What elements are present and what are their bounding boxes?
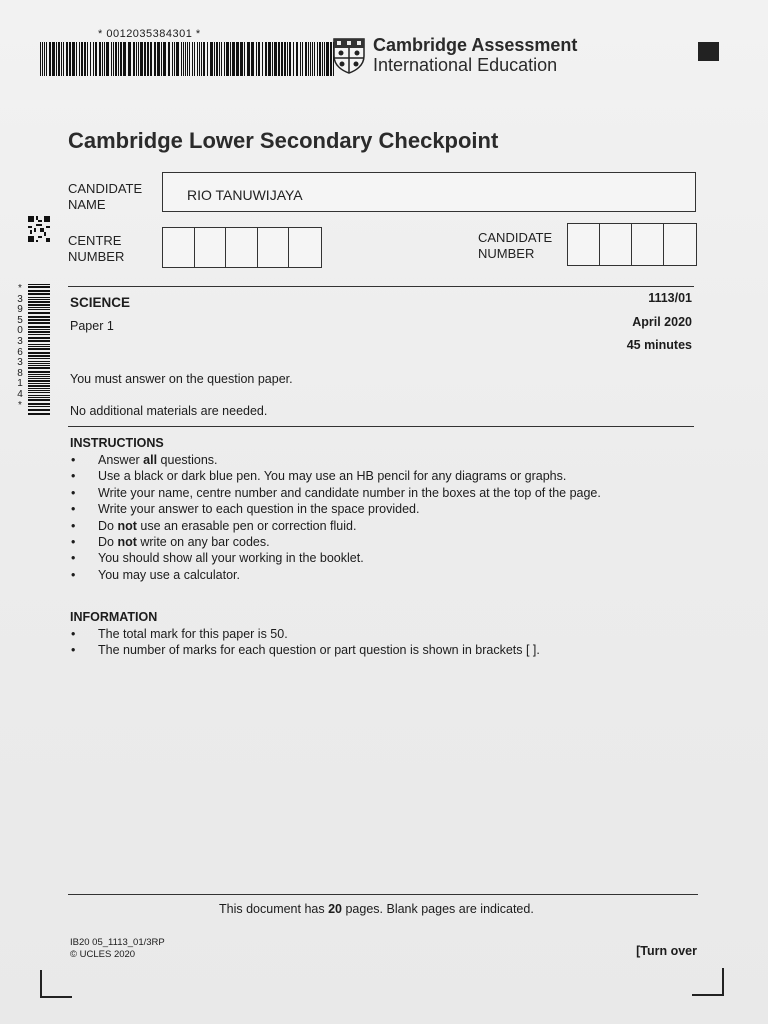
registration-mark <box>698 42 719 61</box>
instruction-item: • Write your name, centre number and candidate number in the boxes at the top of the page. <box>71 485 601 500</box>
barcode-bar <box>28 307 50 308</box>
barcode-bar <box>147 42 149 76</box>
barcode-bar <box>140 42 143 76</box>
side-digit: 8 <box>17 367 23 379</box>
side-digit: 1 <box>17 378 23 390</box>
barcode-bar <box>28 316 50 318</box>
barcode-bar <box>56 42 57 76</box>
instruction-item: • Write your answer to each question in the space provided. <box>71 502 420 517</box>
document-code: IB20 05_1113_01/3RP © UCLES 2020 <box>70 937 165 960</box>
materials-note: No additional materials are needed. <box>70 404 268 418</box>
barcode-bar <box>111 42 112 76</box>
barcode-bar <box>28 365 50 366</box>
barcode-bar <box>192 42 193 76</box>
candidate-name-label: CANDIDATE NAME <box>68 181 143 212</box>
barcode-bar <box>310 42 311 76</box>
instruction-item: • You should show all your working in the booklet. <box>71 551 364 566</box>
barcode-bar <box>52 42 55 76</box>
bullet-icon: • <box>71 485 76 500</box>
barcode-bar <box>44 42 45 76</box>
barcode-bar <box>230 42 231 76</box>
barcode-bar <box>120 42 122 76</box>
barcode-bar <box>312 42 313 76</box>
crop-mark <box>40 996 72 998</box>
crop-mark <box>722 968 724 996</box>
barcode-bar <box>28 361 50 362</box>
barcode-bar <box>262 42 263 76</box>
bullet-icon: • <box>71 469 76 484</box>
instructions-heading: INSTRUCTIONS <box>70 436 164 450</box>
barcode-bar <box>308 42 309 76</box>
barcode-bar <box>224 42 225 76</box>
barcode-number: * 0012035384301 * <box>98 28 201 40</box>
barcode-bar <box>187 42 188 76</box>
barcode-bar <box>293 42 294 76</box>
barcode-bar <box>106 42 109 76</box>
barcode-bar <box>28 352 50 354</box>
centre-number-boxes[interactable] <box>162 227 322 268</box>
barcode-bar <box>42 42 43 76</box>
barcode-bar <box>28 331 50 333</box>
barcode-bar <box>99 42 101 76</box>
barcode-bar <box>314 42 315 76</box>
logo-text-line1: Cambridge Assessment <box>373 35 578 55</box>
barcode-bar <box>28 390 50 391</box>
barcode-bar <box>268 42 271 76</box>
barcode-bar <box>240 42 243 76</box>
barcode-bar <box>236 42 239 76</box>
paper-code: 1113/01 <box>648 291 692 305</box>
barcode-bar <box>278 42 280 76</box>
barcode-bar <box>201 42 202 76</box>
centre-number-cell[interactable] <box>195 228 227 267</box>
barcode-bar <box>289 42 291 76</box>
page-count-note: This document has 20 pages. Blank pages are indicated. <box>219 902 534 916</box>
barcode-bar <box>324 42 325 76</box>
barcode-bar <box>118 42 119 76</box>
barcode-bar <box>272 42 273 76</box>
instruction-item: • Answer all questions. <box>71 453 218 467</box>
barcode-bar <box>28 406 50 407</box>
barcode-bar <box>163 42 166 76</box>
crop-mark <box>40 970 42 998</box>
barcode-bar <box>90 42 91 76</box>
barcode-bar <box>281 42 283 76</box>
crop-mark <box>692 994 724 996</box>
qr-code-icon <box>28 216 50 242</box>
bullet-icon: • <box>71 567 76 582</box>
barcode-bar <box>28 409 50 411</box>
instruction-item: • You may use a calculator. <box>71 567 240 582</box>
barcode-bar <box>46 42 47 76</box>
barcode-bar <box>219 42 220 76</box>
barcode-bar <box>76 42 77 76</box>
barcode-bar <box>216 42 218 76</box>
barcode-bar <box>28 299 50 300</box>
information-heading: INFORMATION <box>70 610 158 624</box>
barcode-bar <box>247 42 250 76</box>
barcode-bar <box>136 42 137 76</box>
side-digit: * <box>18 283 22 294</box>
side-digit: 0 <box>17 325 23 337</box>
barcode-bar <box>28 286 50 288</box>
barcode-bar <box>28 388 50 389</box>
barcode-bar <box>256 42 257 76</box>
barcode-bar <box>174 42 175 76</box>
side-barcode-digits <box>14 284 26 411</box>
instruction-item: • Do not write on any bar codes. <box>71 535 270 550</box>
barcode-bar <box>181 42 182 76</box>
information-item: • The total mark for this paper is 50. <box>71 627 288 641</box>
barcode-bar <box>28 293 50 295</box>
turn-over-note: [Turn over <box>636 944 697 958</box>
barcode-bar <box>28 304 50 306</box>
barcode-bar <box>207 42 208 76</box>
side-digit: 3 <box>17 293 23 305</box>
paper-number: Paper 1 <box>70 319 114 333</box>
barcode-bar <box>28 337 50 339</box>
barcode-bar <box>93 42 94 76</box>
instructions-list <box>68 452 601 583</box>
barcode-bar <box>189 42 190 76</box>
barcode-bar <box>330 42 332 76</box>
barcode-bar <box>203 42 205 76</box>
barcode-bar <box>317 42 318 76</box>
barcode-bar <box>63 42 64 76</box>
barcode-bar <box>104 42 105 76</box>
bullet-icon: • <box>71 535 76 550</box>
barcode-bar <box>28 348 50 350</box>
barcode-bar <box>199 42 200 76</box>
divider <box>68 894 698 895</box>
bullet-icon: • <box>71 518 76 533</box>
candidate-number-cell[interactable] <box>600 224 632 265</box>
barcode-bar <box>81 42 83 76</box>
barcode-bar <box>28 329 50 330</box>
side-digit: 3 <box>17 357 23 369</box>
barcode-bar <box>133 42 135 76</box>
barcode-bar <box>176 42 179 76</box>
barcode-bar <box>251 42 254 76</box>
centre-number-cell[interactable] <box>289 228 321 267</box>
barcode-bar <box>284 42 286 76</box>
barcode-bar <box>28 319 50 321</box>
barcode-bar <box>28 334 50 335</box>
barcode-bar <box>265 42 267 76</box>
centre-number-cell[interactable] <box>163 228 195 267</box>
barcode-bar <box>28 392 50 393</box>
barcode-bar <box>28 363 50 364</box>
barcode-bar <box>138 42 139 76</box>
candidate-number-label: CANDIDATE NUMBER <box>478 230 553 261</box>
barcode-bar <box>87 42 88 76</box>
barcode-bar <box>319 42 321 76</box>
barcode-bar <box>28 413 50 415</box>
barcode-bar <box>172 42 173 76</box>
information-list <box>68 626 540 659</box>
logo-text-line2: International Education <box>373 55 558 75</box>
barcode-bar <box>113 42 114 76</box>
side-digit: * <box>18 399 22 411</box>
instruction-item: • Do not use an erasable pen or correction fluid. <box>71 518 357 533</box>
barcode-bar <box>28 301 50 303</box>
candidate-number-cell[interactable] <box>568 224 600 265</box>
barcode-bar <box>302 42 303 76</box>
barcode-bar <box>69 42 71 76</box>
barcode-bar <box>28 376 50 377</box>
barcode-bar <box>194 42 195 76</box>
barcode-bar <box>287 42 288 76</box>
barcode-bar <box>28 312 50 314</box>
barcode-bar <box>28 326 50 328</box>
cambridge-shield-icon <box>333 38 365 74</box>
barcode-bar <box>161 42 162 76</box>
bullet-icon: • <box>71 551 76 566</box>
bullet-icon: • <box>71 502 76 517</box>
barcode-bar <box>58 42 60 76</box>
barcode-bar <box>28 284 50 285</box>
centre-number-cell[interactable] <box>226 228 258 267</box>
candidate-number-cell[interactable] <box>664 224 696 265</box>
barcode-bar <box>210 42 213 76</box>
barcode-bar <box>28 297 50 298</box>
barcode-bar <box>28 346 50 347</box>
barcode-bar <box>61 42 62 76</box>
barcode-bar <box>28 397 50 398</box>
candidate-number-cell[interactable] <box>632 224 664 265</box>
barcode-bar <box>258 42 260 76</box>
barcode-bar <box>28 403 50 405</box>
barcode-bar <box>28 340 50 342</box>
page-title: Cambridge Lower Secondary Checkpoint <box>68 128 499 153</box>
barcode-bar <box>154 42 156 76</box>
barcode-bar <box>226 42 229 76</box>
barcode-bar <box>79 42 80 76</box>
barcode-bar <box>150 42 152 76</box>
barcode-bar <box>49 42 51 76</box>
answer-note: You must answer on the question paper. <box>70 372 293 386</box>
instruction-item: • Use a black or dark blue pen. You may use an HB pencil for any diagrams or graphs. <box>71 469 567 484</box>
bullet-icon: • <box>71 453 76 467</box>
barcode-bar <box>197 42 198 76</box>
barcode-bar <box>40 42 41 76</box>
divider <box>68 286 694 287</box>
divider <box>68 426 694 427</box>
barcode-bar <box>305 42 307 76</box>
exam-date: April 2020 <box>632 315 692 329</box>
barcode-bar <box>214 42 215 76</box>
barcode-bar <box>28 385 50 387</box>
barcode-bar <box>102 42 103 76</box>
side-digit: 5 <box>17 314 23 326</box>
side-digit: 6 <box>17 346 23 358</box>
barcode-bar <box>28 395 50 396</box>
barcode-bar <box>28 355 50 357</box>
side-barcode <box>28 284 50 418</box>
candidate-number-boxes[interactable] <box>567 223 697 266</box>
barcode-bar <box>221 42 222 76</box>
barcode-bar <box>326 42 329 76</box>
barcode-bar <box>28 374 50 375</box>
barcode-bar <box>28 383 50 384</box>
barcode-bar <box>244 42 245 76</box>
barcode-bar <box>157 42 160 76</box>
barcode-bar <box>322 42 323 76</box>
barcode-bar <box>123 42 126 76</box>
barcode-bar <box>232 42 235 76</box>
barcode-bar <box>28 358 50 359</box>
barcode-bar <box>183 42 184 76</box>
barcode-bar <box>300 42 301 76</box>
barcode-bar <box>274 42 277 76</box>
barcode-bar <box>128 42 131 76</box>
centre-number-cell[interactable] <box>258 228 290 267</box>
barcode-bar <box>84 42 86 76</box>
barcode-bar <box>28 378 50 379</box>
barcode-bar <box>115 42 117 76</box>
barcode-bar <box>28 399 50 401</box>
barcode-bar <box>28 344 50 345</box>
barcode-bar <box>28 380 50 382</box>
bullet-icon: • <box>71 627 76 641</box>
information-item: • The number of marks for each question or part question is shown in brackets [ ]. <box>71 643 540 658</box>
side-digit: 3 <box>17 335 23 347</box>
barcode-bar <box>168 42 170 76</box>
side-digit: 4 <box>17 388 23 400</box>
barcode-bar <box>28 290 50 292</box>
barcode-bar <box>28 309 50 310</box>
barcode-bar <box>72 42 75 76</box>
side-digit: 9 <box>17 304 23 316</box>
barcode-bar <box>28 322 50 324</box>
barcode-bar <box>144 42 146 76</box>
duration: 45 minutes <box>626 338 692 352</box>
barcode-bar <box>28 367 50 369</box>
bullet-icon: • <box>71 643 76 658</box>
subject: SCIENCE <box>70 295 131 310</box>
candidate-name-value: RIO TANUWIJAYA <box>187 187 303 203</box>
barcode-bar <box>185 42 186 76</box>
barcode-bar <box>296 42 298 76</box>
barcode-bar <box>95 42 97 76</box>
centre-number-label: CENTRE NUMBER <box>68 233 125 264</box>
barcode-bar <box>28 371 50 373</box>
barcode-bar <box>66 42 68 76</box>
barcode <box>40 42 340 76</box>
